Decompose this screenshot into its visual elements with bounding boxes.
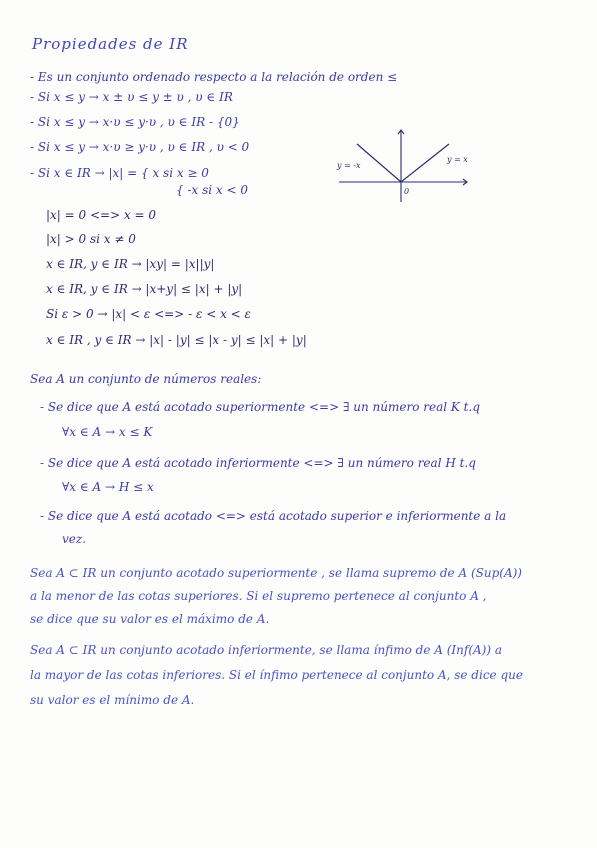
- abs-rule-line: x ∈ IR, y ∈ IR → |x+y| ≤ |x| + |y|: [46, 282, 243, 296]
- abs-rule-line: x ∈ IR, y ∈ IR → |xy| = |x||y|: [46, 257, 215, 271]
- infimo-line: la mayor de las cotas inferiores. Si el ínfimo pertenece al conjunto A, se dice que: [30, 668, 523, 682]
- supremo-line: se dice que su valor es el máximo de A.: [30, 612, 270, 626]
- bounded-line: - Se dice que A está acotado superiormente <=> ∃ un número real K t.q: [40, 400, 480, 414]
- abs-rule-line: |x| > 0 si x ≠ 0: [46, 232, 136, 246]
- bounded-line: vez.: [62, 532, 87, 546]
- absolute-value-graph: [335, 124, 471, 206]
- property-line: { -x si x < 0: [176, 183, 248, 197]
- infimo-line: su valor es el mínimo de A.: [30, 693, 195, 707]
- infimo-line: Sea A ⊂ IR un conjunto acotado inferiormente, se llama ínfimo de A (Inf(A)) a: [30, 643, 503, 657]
- bounded-line: - Se dice que A está acotado inferiormente <=> ∃ un número real H t.q: [40, 456, 476, 470]
- page-title: Propiedades de IR: [32, 35, 189, 53]
- bounded-intro: Sea A un conjunto de números reales:: [30, 372, 262, 386]
- abs-rule-line: Si ε > 0 → |x| < ε <=> - ε < x < ε: [46, 307, 251, 321]
- bounded-line: - Se dice que A está acotado <=> está acotado superior e inferiormente a la: [40, 509, 507, 523]
- supremo-line: a la menor de las cotas superiores. Si el supremo pertenece al conjunto A ,: [30, 589, 487, 603]
- graph-right-label: y = x: [447, 155, 468, 164]
- bounded-line: ∀x ∈ A → H ≤ x: [62, 480, 154, 494]
- property-line: - Es un conjunto ordenado respecto a la relación de orden ≤: [30, 70, 398, 84]
- property-line: - Si x ≤ y → x·υ ≤ y·υ , υ ∈ IR - {0}: [30, 115, 240, 129]
- supremo-line: Sea A ⊂ IR un conjunto acotado superiormente , se llama supremo de A (Sup(A)): [30, 566, 522, 580]
- abs-rule-line: x ∈ IR , y ∈ IR → |x| - |y| ≤ |x - y| ≤ |x| + |y|: [46, 333, 307, 347]
- bounded-line: ∀x ∈ A → x ≤ K: [62, 425, 153, 439]
- abs-rule-line: |x| = 0 <=> x = 0: [46, 208, 157, 222]
- property-line: - Si x ∈ IR → |x| = { x si x ≥ 0: [30, 166, 209, 180]
- graph-origin-label: 0: [404, 187, 410, 196]
- property-line: - Si x ≤ y → x ± υ ≤ y ± υ , υ ∈ IR: [30, 90, 233, 104]
- graph-left-label: y = -x: [337, 161, 361, 170]
- property-line: - Si x ≤ y → x·υ ≥ y·υ , υ ∈ IR , υ < 0: [30, 140, 250, 154]
- graph-abs-curve: [357, 144, 449, 182]
